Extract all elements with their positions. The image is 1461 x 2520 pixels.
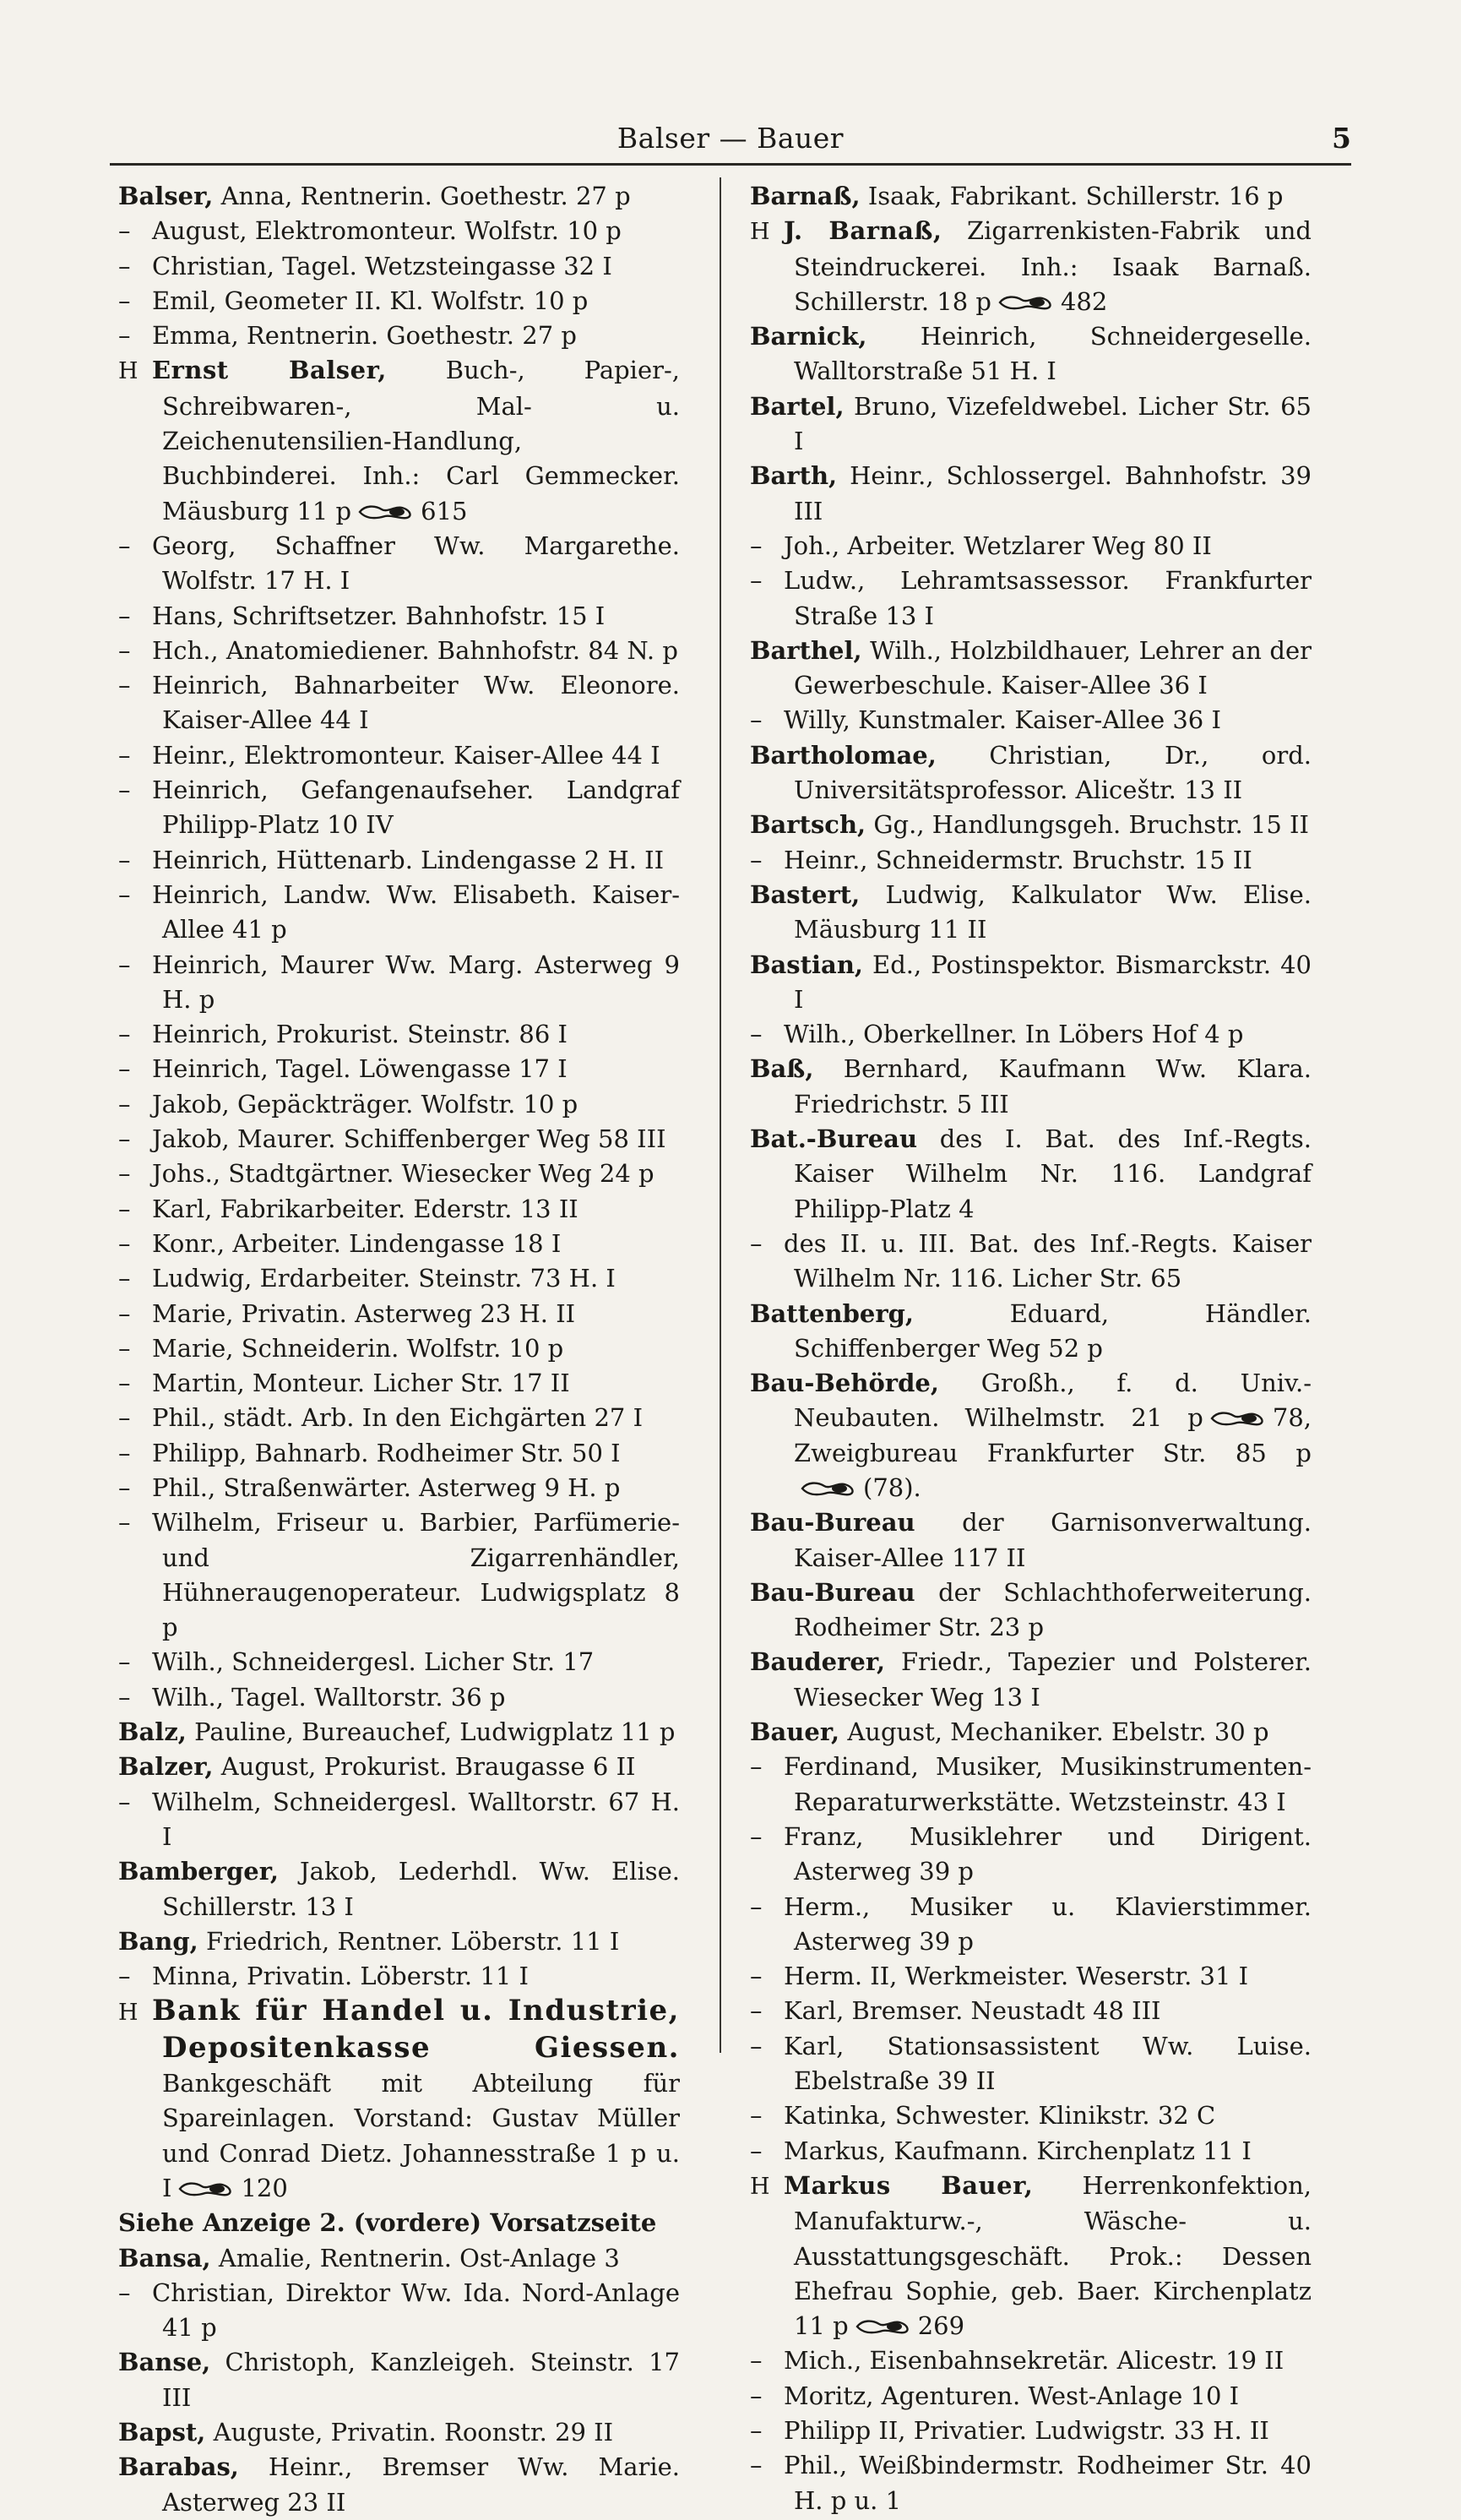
entry-text: Heinr., Elektromonteur. Kaiser-Allee 44 I [152, 740, 660, 770]
directory-entry [750, 1750, 1312, 1820]
entry-text: Anna, Rentnerin. Goethestr. 27 p [220, 182, 631, 210]
entry-dash: – [118, 1264, 131, 1293]
directory-entry [750, 563, 1312, 634]
directory-entry [118, 2415, 680, 2450]
entry-text: Herm., Musiker u. Klavierstimmer. Asterweg 39 p [784, 1891, 1312, 1956]
phone-number-group [171, 2174, 287, 2202]
entry-text: Marie, Schneiderin. Wolfstr. 10 p [152, 1333, 564, 1363]
entry-text: Jakob, Gepäckträger. Wolfstr. 10 p [152, 1089, 578, 1118]
phone-number: 615 [421, 496, 468, 525]
entry-text: Auguste, Privatin. Roonstr. 29 II [213, 2418, 614, 2447]
entry-text: Heinrich, Landw. Ww. Elisabeth. Kaiser-Allee 41 p [152, 879, 680, 944]
entry-text: Georg, Schaffner Ww. Margarethe. Wolfstr. 17 H. I [152, 531, 680, 596]
entry-text: Moritz, Agenturen. West-Anlage 10 I [784, 2381, 1240, 2410]
directory-entry [118, 214, 680, 248]
directory-entry [750, 2343, 1312, 2378]
directory-entry [118, 179, 680, 214]
entry-dash: – [750, 1962, 763, 1991]
directory-entry [118, 1052, 680, 1086]
entry-text: Markus, Kaufmann. Kirchenplatz 11 I [784, 2136, 1252, 2165]
register-marker: H [750, 219, 770, 246]
entry-text: Ludw., Lehramtsassessor. Frankfurter Straße 13 I [784, 566, 1312, 630]
directory-entry [750, 459, 1312, 529]
entry-text: des I. Bat. des Inf.-Regts. Kaiser Wilhelm Nr. 116. Landgraf Philipp-Platz 4 [794, 1124, 1312, 1223]
directory-entry [750, 1366, 1312, 1505]
directory-entry [118, 249, 680, 284]
entry-text: Konr., Arbeiter. Lindengasse 18 I [152, 1228, 562, 1258]
entry-dash: – [118, 251, 131, 280]
entry-text: Ludwig, Kalkulator Ww. Elise. Mäusburg 11 II [794, 879, 1312, 944]
directory-entry [750, 1297, 1312, 1367]
phone-number-group [794, 1473, 921, 1502]
directory-entry [750, 2029, 1312, 2099]
entry-text: Heinr., Schlossergel. Bahnhofstr. 39 III [794, 461, 1312, 525]
entry-text: Friedrich, Rentner. Löberstr. 11 I [205, 1926, 620, 1956]
entry-text: Heinr., Bremser Ww. Marie. Asterweg 23 II [162, 2452, 681, 2517]
directory-entry [750, 2414, 1312, 2448]
entry-surname: Barnick, [750, 322, 867, 351]
entry-surname: Barnaß, [750, 182, 861, 210]
entry-dash: – [118, 1054, 131, 1084]
entry-text: Willy, Kunstmaler. Kaiser-Allee 36 I [784, 705, 1221, 735]
entry-text: Marie, Privatin. Asterweg 23 H. II [152, 1298, 576, 1328]
directory-entry [750, 179, 1312, 214]
entry-text: der Schlachthoferweiterung. Rodheimer Str. 23 p [794, 1577, 1312, 1642]
directory-entry [750, 634, 1312, 704]
entry-surname: Barth, [750, 461, 838, 491]
directory-entry [750, 1122, 1312, 1227]
entry-text: Joh., Arbeiter. Wetzlarer Weg 80 II [784, 531, 1212, 560]
entry-dash: – [118, 1508, 131, 1538]
entry-surname: Bartel, [750, 391, 845, 421]
entry-surname: Battenberg, [750, 1298, 915, 1328]
directory-entry [118, 284, 680, 318]
entry-dash: – [118, 1403, 131, 1433]
entry-text: Heinrich, Tagel. Löwengasse 17 I [152, 1054, 568, 1084]
entry-dash: – [118, 1159, 131, 1189]
entry-dash: – [750, 1891, 763, 1921]
bank-name: Bank für Handel u. Industrie, [152, 1994, 680, 2028]
entry-dash: – [118, 1298, 131, 1328]
entry-dash: – [118, 635, 131, 665]
entry-surname: Bartholomae, [750, 740, 937, 770]
phone-number: (78). [863, 1472, 921, 1502]
directory-entry [750, 1576, 1312, 1646]
directory-entry [118, 773, 680, 843]
directory-entry [118, 1471, 680, 1505]
entry-surname: Bamberger, [118, 1857, 279, 1886]
directory-entry [118, 1854, 680, 1924]
directory-entry [118, 1331, 680, 1366]
entry-dash: – [118, 1089, 131, 1118]
right-column [750, 179, 1312, 2518]
entry-text: Buch-, Papier-, Schreibwaren-, Mal- u. Zeichenutensilien-Handlung, Buchbinderei. Inh.: Carl Gemmecker. Mäusburg 11 p [162, 356, 681, 525]
directory-entry [118, 1959, 680, 1994]
bank-branch: Depositenkasse Giessen. [162, 2030, 680, 2065]
entry-text: Christian, Tagel. Wetzsteingasse 32 I [152, 251, 612, 280]
directory-entry [118, 599, 680, 634]
entry-text: Ludwig, Erdarbeiter. Steinstr. 73 H. I [152, 1264, 616, 1293]
entry-text: Heinrich, Schneidergeselle. Walltorstraße 51 H. I [794, 322, 1312, 386]
entry-dash: – [750, 1821, 763, 1851]
directory-entry [118, 1680, 680, 1715]
directory-entry [750, 2098, 1312, 2133]
directory-entry [118, 1750, 680, 1784]
phone-number: 120 [241, 2173, 288, 2202]
entry-dash: – [118, 216, 131, 246]
entry-text: Friedr., Tapezier und Polsterer. Wiesecker Weg 13 I [794, 1647, 1312, 1712]
entry-text: Karl, Stationsassistent Ww. Luise. Ebelstraße 39 II [784, 2031, 1312, 2096]
directory-entry [118, 1366, 680, 1401]
directory-entry [118, 318, 680, 353]
entry-surname: Balz, [118, 1717, 187, 1747]
directory-entry [750, 1052, 1312, 1122]
entry-text: Gg., Handlungsgeh. Bruchstr. 15 II [873, 810, 1309, 840]
directory-entry [118, 1715, 680, 1750]
entry-text: Martin, Monteur. Licher Str. 17 II [152, 1369, 570, 1398]
phone-number: 482 [1060, 286, 1108, 316]
telephone-icon [801, 1479, 856, 1498]
directory-entry [750, 738, 1312, 808]
entry-surname: Balzer, [118, 1752, 214, 1782]
entry-text: Bankgeschäft mit Abteilung für Spareinlagen. Vorstand: Gustav Müller und Conrad Dietz. Johannesstraße 1 p u. I [162, 2069, 680, 2202]
entry-text: Bruno, Vizefeldwebel. Licher Str. 65 I [794, 391, 1312, 456]
entry-dash: – [118, 776, 131, 805]
directory-entry [750, 703, 1312, 737]
entry-text: Hch., Anatomiediener. Bahnhofstr. 84 N. p [152, 635, 678, 665]
entry-text: Philipp, Bahnarb. Rodheimer Str. 50 I [152, 1438, 621, 1467]
entry-dash: – [118, 321, 131, 351]
directory-entry [750, 1715, 1312, 1750]
entry-surname: Bang, [118, 1926, 198, 1956]
entry-surname: Banse, [118, 2348, 211, 2377]
telephone-icon [1210, 1409, 1266, 1428]
entry-dash: – [750, 845, 763, 874]
entry-text: August, Prokurist. Braugasse 6 II [220, 1752, 636, 1782]
entry-dash: – [118, 1124, 131, 1154]
entry-text: Wilh., Schneidergesl. Licher Str. 17 [152, 1647, 595, 1677]
entry-text: Christoph, Kanzleigeh. Steinstr. 17 III [162, 2348, 680, 2412]
left-column [118, 179, 680, 2520]
entry-text: Wilhelm, Friseur u. Barbier, Parfümerie- und Zigarrenhändler, Hühneraugenoperateur. Ludwigsplatz 8 p [152, 1508, 680, 1642]
entry-surname: Baß, [750, 1054, 814, 1084]
entry-text: Johs., Stadtgärtner. Wiesecker Weg 24 p [152, 1159, 654, 1189]
entry-text: Minna, Privatin. Löberstr. 11 I [152, 1962, 529, 1991]
directory-entry [118, 1122, 680, 1157]
directory-entry [118, 1017, 680, 1052]
directory-entry [750, 948, 1312, 1018]
entry-dash: – [118, 1194, 131, 1223]
entry-dash: – [118, 601, 131, 630]
header-rule [110, 163, 1351, 166]
phone-number: 78 [1272, 1403, 1304, 1433]
register-marker: H [750, 2173, 770, 2200]
phone-number-group [991, 287, 1107, 316]
directory-entry [118, 1087, 680, 1122]
directory-entry [750, 1017, 1312, 1052]
directory-entry [118, 843, 680, 878]
entry-text: Heinr., Schneidermstr. Bruchstr. 15 II [784, 845, 1252, 874]
directory-entry [118, 353, 680, 528]
entry-dash: – [750, 531, 763, 560]
entry-text: Jakob, Lederhdl. Ww. Elise. Schillerstr. 13 I [162, 1857, 680, 1921]
entry-text: Isaak, Fabrikant. Schillerstr. 16 p [867, 182, 1284, 210]
directory-entry [750, 1994, 1312, 2028]
entry-dash: – [750, 2136, 763, 2165]
entry-dash: – [118, 1438, 131, 1467]
entry-surname: Bapst, [118, 2418, 206, 2447]
entry-text: Zigarrenkisten-Fabrik und Steindruckerei. Inh.: Isaak Barnaß. Schillerstr. 18 p [794, 216, 1312, 316]
entry-text: Karl, Bremser. Neustadt 48 III [784, 1996, 1161, 2026]
directory-entry [118, 1436, 680, 1471]
entry-text: August, Elektromonteur. Wolfstr. 10 p [152, 216, 622, 246]
phone-number-group [1203, 1403, 1304, 1432]
entry-dash: – [750, 1020, 763, 1049]
phone-number-group [849, 2311, 964, 2340]
firm-name: Ernst Balser, [152, 356, 387, 385]
entry-text: des II. u. III. Bat. des Inf.-Regts. Kaiser Wilhelm Nr. 116. Licher Str. 65 [784, 1228, 1312, 1293]
directory-entry [750, 808, 1312, 842]
page-number: 5 [1332, 122, 1351, 155]
directory-entry [118, 2206, 680, 2240]
directory-entry [750, 529, 1312, 563]
entry-dash: – [750, 2101, 763, 2131]
phone-number-group [351, 497, 467, 525]
entry-surname: Bastian, [750, 950, 864, 979]
running-head [110, 118, 1351, 161]
directory-entry [118, 878, 680, 948]
entry-dash: – [750, 566, 763, 596]
entry-text: Heinrich, Bahnarbeiter Ww. Eleonore. Kaiser-Allee 44 I [152, 671, 680, 735]
entry-text: Jakob, Maurer. Schiffenberger Weg 58 III [152, 1124, 666, 1154]
directory-entry [118, 1505, 680, 1645]
directory-entry [118, 2276, 680, 2346]
directory-entry [750, 2379, 1312, 2414]
entry-dash: – [118, 1787, 131, 1816]
entry-surname: Barabas, [118, 2452, 239, 2482]
entry-text: Christian, Dr., ord. Universitätsprofessor. Aliceštr. 13 II [794, 740, 1312, 805]
telephone-icon [998, 293, 1054, 312]
directory-entry [118, 1157, 680, 1191]
entry-surname: Bat.-Bureau [750, 1124, 918, 1154]
entry-text: Christian, Direktor Ww. Ida. Nord-Anlage 41 p [152, 2278, 680, 2343]
telephone-icon [358, 503, 414, 521]
entry-text: Wilh., Tagel. Walltorstr. 36 p [152, 1682, 506, 1712]
directory-entry [750, 1820, 1312, 1890]
directory-entry [750, 1227, 1312, 1297]
entry-dash: – [750, 2346, 763, 2376]
entry-text: Philipp II, Privatier. Ludwigstr. 33 H. II [784, 2416, 1269, 2445]
entry-text: Hans, Schriftsetzer. Bahnhofstr. 15 I [152, 601, 606, 630]
directory-entry [750, 1959, 1312, 1994]
entry-text: Phil., Weißbindermstr. Rodheimer Str. 40 H. p u. 1 [784, 2451, 1312, 2515]
entry-text: Franz, Musiklehrer und Dirigent. Asterweg 39 p [784, 1821, 1312, 1886]
entry-dash: – [118, 286, 131, 315]
entry-dash: – [118, 1962, 131, 1991]
telephone-icon [855, 2317, 911, 2336]
directory-entry [118, 2345, 680, 2415]
entry-dash: – [118, 950, 131, 979]
directory-entry [750, 1505, 1312, 1576]
entry-text: Wilh., Oberkellner. In Löbers Hof 4 p [784, 1020, 1244, 1049]
advert-notice: Siehe Anzeige 2. (vordere) Vorsatzseite [118, 2208, 657, 2238]
directory-entry [118, 1645, 680, 1679]
entry-dash: – [118, 1369, 131, 1398]
telephone-icon [178, 2180, 234, 2198]
entry-dash: – [750, 2381, 763, 2410]
entry-dash: – [118, 845, 131, 874]
entry-dash: – [750, 2451, 763, 2480]
entry-surname: Bauderer, [750, 1647, 886, 1677]
directory-entry [118, 1192, 680, 1227]
directory-entry [118, 1227, 680, 1261]
entry-text: Phil., Straßenwärter. Asterweg 9 H. p [152, 1472, 621, 1502]
entry-text: Heinrich, Gefangenaufseher. Landgraf Philipp-Platz 10 IV [152, 776, 680, 840]
entry-dash: – [118, 671, 131, 700]
entry-dash: – [750, 2416, 763, 2445]
directory-entry [118, 634, 680, 668]
directory-entry [750, 319, 1312, 389]
directory-entry [118, 738, 680, 773]
entry-text: Wilh., Holzbildhauer, Lehrer an der Gewerbeschule. Kaiser-Allee 36 I [794, 635, 1312, 700]
directory-entry [118, 1785, 680, 1855]
entry-dash: – [118, 1228, 131, 1258]
directory-entry [750, 843, 1312, 878]
entry-dash: – [118, 2278, 131, 2307]
register-marker: H [118, 358, 138, 385]
entry-text: Wilhelm, Schneidergesl. Walltorstr. 67 H. I [152, 1787, 680, 1851]
entry-text: der Garnisonverwaltung. Kaiser-Allee 117 II [794, 1508, 1312, 1572]
entry-dash: – [118, 1020, 131, 1049]
directory-entry [118, 668, 680, 738]
entry-dash: – [118, 531, 131, 560]
entry-dash: – [750, 1752, 763, 1782]
register-marker: H [118, 2000, 138, 2027]
directory-entry [118, 1297, 680, 1331]
entry-surname: Bansa, [118, 2243, 211, 2272]
directory-entry [118, 948, 680, 1018]
entry-surname: Balser, [118, 182, 214, 210]
entry-text: Katinka, Schwester. Klinikstr. 32 C [784, 2101, 1216, 2131]
entry-dash: – [118, 1682, 131, 1712]
entry-dash: – [750, 1996, 763, 2026]
entry-dash: – [750, 705, 763, 735]
entry-dash: – [118, 1647, 131, 1677]
entry-text: Bernhard, Kaufmann Ww. Klara. Friedrichstr. 5 III [794, 1054, 1312, 1118]
directory-entry [750, 2169, 1312, 2343]
entry-surname: Bastert, [750, 879, 861, 909]
directory-entry [118, 1994, 680, 2206]
directory-entry [750, 878, 1312, 948]
directory-entry [118, 529, 680, 599]
entry-text: Mich., Eisenbahnsekretär. Alicestr. 19 II [784, 2346, 1284, 2376]
entry-dash: – [118, 1333, 131, 1363]
entry-text: Ed., Postinspektor. Bismarckstr. 40 I [794, 950, 1312, 1014]
entry-text: Heinrich, Hüttenarb. Lindengasse 2 H. II [152, 845, 665, 874]
entry-surname: Bau-Bureau [750, 1577, 915, 1607]
entry-text: Phil., städt. Arb. In den Eichgärten 27 I [152, 1403, 644, 1433]
entry-text: Herrenkonfektion, Manufakturw.-, Wäsche- u. Ausstattungsgeschäft. Prok.: Dessen Ehefrau Sophie, geb. Baer. Kirchenplatz 11 p [794, 2170, 1312, 2341]
entry-text: Heinrich, Maurer Ww. Marg. Asterweg 9 H. p [152, 950, 680, 1014]
entry-text: Ferdinand, Musiker, Musikinstrumenten-Reparaturwerkstätte. Wetzsteinstr. 43 I [784, 1752, 1312, 1816]
entry-text: Herm. II, Werkmeister. Weserstr. 31 I [784, 1962, 1249, 1991]
entry-text: Eduard, Händler. Schiffenberger Weg 52 p [794, 1298, 1312, 1363]
firm-name: J. Barnaß, [784, 216, 942, 246]
entry-text: Emma, Rentnerin. Goethestr. 27 p [152, 321, 577, 351]
directory-entry [750, 1645, 1312, 1715]
directory-entry [118, 1261, 680, 1296]
directory-entry [118, 2241, 680, 2276]
entry-text-tail: , Zweigbureau Frankfurter Str. 85 p [794, 1403, 1312, 1467]
directory-entry [750, 1890, 1312, 1960]
column-divider [720, 177, 721, 2053]
entry-surname: Bau-Behörde, [750, 1369, 939, 1398]
entry-dash: – [750, 1228, 763, 1258]
entry-dash: – [118, 740, 131, 770]
entry-text: August, Mechaniker. Ebelstr. 30 p [847, 1717, 1269, 1747]
directory-entry [750, 2448, 1312, 2518]
entry-text: Großh., f. d. Univ.-Neubauten. Wilhelmstr. 21 p [794, 1369, 1312, 1433]
firm-name: Markus Bauer, [784, 2170, 1034, 2200]
directory-entry [750, 389, 1312, 460]
phone-number: 269 [917, 2311, 965, 2341]
entry-surname: Bauer, [750, 1717, 840, 1747]
entry-text: Emil, Geometer II. Kl. Wolfstr. 10 p [152, 286, 589, 315]
directory-entry [118, 2450, 680, 2520]
entry-text: Karl, Fabrikarbeiter. Ederstr. 13 II [152, 1194, 578, 1223]
page-title: Balser — Bauer [616, 122, 845, 155]
entry-text: Heinrich, Prokurist. Steinstr. 86 I [152, 1020, 568, 1049]
entry-dash: – [118, 879, 131, 909]
entry-surname: Bau-Bureau [750, 1508, 915, 1538]
entry-dash: – [118, 1472, 131, 1502]
entry-surname: Bartsch, [750, 810, 866, 840]
entry-surname: Barthel, [750, 635, 862, 665]
directory-entry [118, 1924, 680, 1959]
entry-text: Amalie, Rentnerin. Ost-Anlage 3 [218, 2243, 620, 2272]
directory-entry [750, 2134, 1312, 2169]
directory-entry [750, 214, 1312, 319]
entry-text: Pauline, Bureauchef, Ludwigplatz 11 p [194, 1717, 676, 1747]
entry-dash: – [750, 2031, 763, 2060]
directory-entry [118, 1401, 680, 1435]
